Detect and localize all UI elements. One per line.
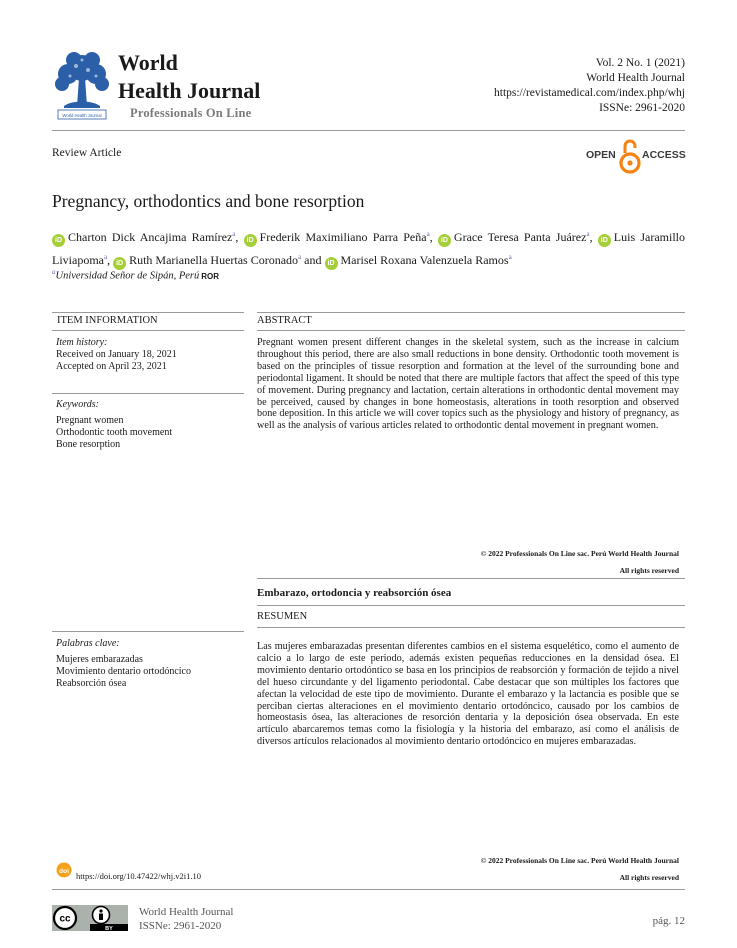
rights-notice-es: All rights reserved — [619, 873, 679, 882]
volume-info: Vol. 2 No. 1 (2021) — [595, 57, 685, 69]
resumen-heading: RESUMEN — [257, 611, 308, 622]
resumen-head-rule — [257, 627, 685, 628]
rights-notice: All rights reserved — [619, 566, 679, 575]
author-name: Ruth Marianella Huertas Coronado — [129, 253, 299, 267]
header-rule — [52, 130, 685, 131]
journal-name: World Health Journal — [586, 72, 685, 84]
logo-caption: World Health Journal — [62, 113, 102, 118]
open-access-left: OPEN — [586, 149, 616, 161]
svg-text:cc: cc — [59, 913, 71, 925]
open-access-lock-icon — [619, 137, 641, 175]
open-access-badge — [586, 137, 686, 175]
item-info-heading: ITEM INFORMATION — [57, 315, 158, 326]
copyright-notice-es: © 2022 Professionals On Line sac. Perú World Health Journal — [480, 856, 679, 865]
keyword-item: Mujeres embarazadas — [56, 654, 143, 665]
spanish-title: Embarazo, ortodoncia y reabsorción ósea — [257, 587, 452, 599]
affiliation: $^a$Universidad Señor de Sipán, Perú ROR — [52, 268, 220, 282]
journal-meta — [494, 56, 685, 116]
resumen-text: Las mujeres embarazadas presentan diferentes cambios en el sistema esquelético, como el aumento de calcio a lo largo de este periodo, además existen pequeñas reducciones en la densidad ósea. El movimiento dentario ortodóntico se basa en los principios de reabsorción y formación de tejido a nivel del hueso circundante y del ligamento periodontal. Cabe destacar que son múltiples los factores que afectan la velocidad de este tipo de movimiento. Durante el embarazo y la lactancia es posible que se perciban ciertas alteraciones en el movimiento dentario ortodóncico, causado por los cambios de homeostasis ósea, las alteraciones de resorción dentaria y la deposición ósea observada. En este artículo abarcaremos temas como la fisiología y la historia del embarazo, así como el análisis de diversos artículos relacionados al movimiento dentario ortodóncico en mujeres embarazadas. — [257, 641, 679, 748]
received-date: Received on January 18, 2021 — [56, 349, 177, 360]
author-name: Luis Jaramillo Liviapoma — [52, 230, 686, 267]
palabras-clave-label: Palabras clave: — [56, 638, 120, 649]
article-type: Review Article — [52, 147, 122, 159]
accepted-date: Accepted on April 23, 2021 — [56, 361, 167, 372]
keyword-item: Bone resorption — [56, 439, 121, 450]
spanish-top-rule — [257, 578, 685, 579]
ror-icon[interactable]: ROR — [201, 271, 220, 281]
journal-url[interactable]: https://revistamedical.com/index.php/whj — [494, 87, 685, 99]
author-name: Marisel Roxana Valenzuela Ramos — [340, 253, 509, 267]
orcid-icon[interactable]: iD — [598, 234, 611, 247]
doi-link[interactable]: https://doi.org/10.47422/whj.v2i1.10 — [76, 871, 201, 881]
journal-issn: ISSNe: 2961-2020 — [599, 102, 685, 114]
author-name: Grace Teresa Panta Juárez — [453, 230, 587, 244]
and-word: and — [304, 253, 322, 267]
author-name: Charton Dick Ancajima Ramírez — [68, 230, 233, 244]
orcid-icon[interactable]: iD — [438, 234, 451, 247]
orcid-icon[interactable]: iD — [113, 257, 126, 270]
spanish-title-rule — [257, 605, 685, 606]
footer-rule — [52, 889, 685, 890]
abstract-text: Pregnant women present different changes in the skeletal system, such as the increase in calcium throughout this period, there are also small reductions in bone density. Orthodontic tooth movement is based on the principles of tissue resorption and formation at the level of the surrounding bone and periodontal ligament. It should be noted that there are multiple factors that affect the speed of this type of movement. During pregnancy and lactation, certain alterations in orthodontic dental movement may be perceived, caused by changes in bone homeostasis, alterations in tooth resorption and observed bone deposition. In this article we will cover topics such as the physiology and history of pregnancy, as well as the analysis of various articles related to orthodontic dental movement in pregnant women. — [257, 337, 679, 432]
abstract-heading: ABSTRACT — [257, 315, 312, 326]
brand-tagline: Professionals On Line — [130, 106, 252, 120]
item-history — [56, 337, 177, 373]
author-list: iD Charton Dick Ancajima Ramírez$^a$, iD Frederik Maximiliano Parra Peña$^a$, iD Grace Teresa Panta Juárez$^a$, iD Luis Jaramillo Liviapoma$^a$, iD Ruth Marianella Huertas Coronado$^a$ and iD Marisel Roxana Valenzuela Ramos$^a$ — [52, 224, 685, 270]
orcid-icon[interactable]: iD — [52, 234, 65, 247]
doi-icon — [56, 862, 72, 878]
palabras-clave — [56, 638, 191, 690]
abstract-head-rule — [257, 330, 685, 331]
page-number: pág. 12 — [652, 915, 685, 927]
footer-journal — [139, 905, 233, 933]
keywords-label: Keywords: — [56, 399, 99, 410]
svg-text:BY: BY — [105, 926, 113, 931]
keywords — [56, 399, 172, 451]
brand-name-line1: World — [118, 50, 178, 75]
item-history-label: Item history: — [56, 337, 108, 348]
keyword-item: Movimiento dentario ortodóncico — [56, 666, 191, 677]
keyword-item: Orthodontic tooth movement — [56, 427, 173, 438]
cc-by-license-icon[interactable] — [52, 905, 128, 931]
footer-journal-name: World Health Journal — [139, 906, 234, 918]
orcid-icon[interactable]: iD — [325, 257, 338, 270]
open-access-right: ACCESS — [642, 149, 686, 161]
svg-text:doi: doi — [59, 867, 69, 875]
abstract-top-rule — [257, 312, 685, 313]
item-info-head-rule — [52, 330, 244, 331]
palabras-top-rule — [52, 631, 244, 632]
orcid-icon[interactable]: iD — [244, 234, 257, 247]
article-title: Pregnancy, orthodontics and bone resorption — [52, 191, 365, 211]
copyright-notice: © 2022 Professionals On Line sac. Perú World Health Journal — [480, 549, 679, 558]
brand-name-line2: Health Journal — [118, 78, 261, 103]
keyword-item: Reabsorción ósea — [56, 678, 127, 689]
author-name: Frederik Maximiliano Parra Peña — [259, 230, 427, 244]
history-rule — [52, 393, 244, 394]
footer-issn: ISSNe: 2961-2020 — [139, 920, 222, 932]
keyword-item: Pregnant women — [56, 415, 124, 426]
item-info-top-rule — [52, 312, 244, 313]
journal-logo-tree-icon — [52, 48, 112, 122]
